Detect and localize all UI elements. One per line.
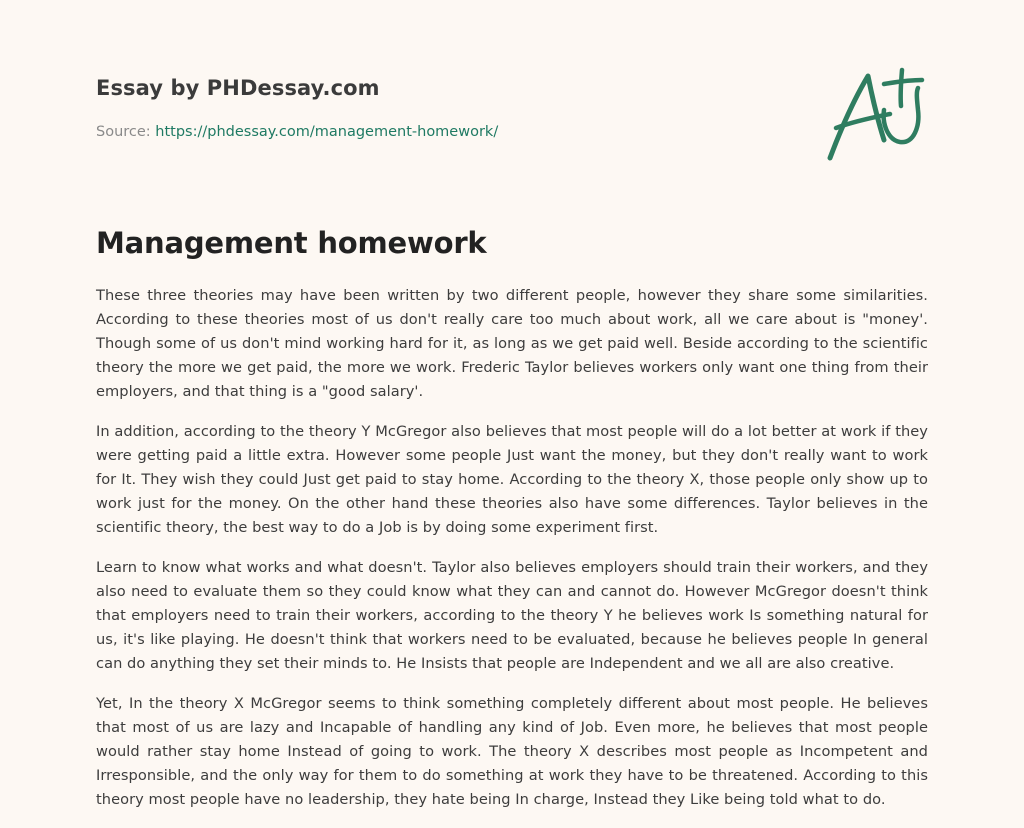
article-body [96, 284, 928, 828]
paragraph: Yet, In the theory X McGregor seems to think something completely different about most people. He believes that most of us are lazy and Incapable of handling any kind of Job. Even more, he believes that most people would rather stay home Instead of going to work. The theory X describes most people as Incompetent and Irresponsible, and the only way for them to do something at work they have to be threatened. According to this theory most people have no leadership, they hate being In charge, Instead they Like being told what to do. [96, 695, 928, 808]
paragraph: These three theories may have been written by two different people, however they share some similarities. According to these theories most of us don't really care too much about work, all we care about is "money'. Though some of us don't mind working hard for it, as long as we get paid well. Beside according to the scientific theory the more we get paid, the more we work. Frederic Taylor believes workers only want one thing from their employers, and that thing is a "good salary'. [96, 287, 928, 400]
paragraph: In addition, according to the theory Y McGregor also believes that most people will do a lot better at work if they were getting paid a little extra. However some people Just want the money, but they don't really want to work for It. They wish they could Just get paid to stay home. According to the theory X, those people only show up to work just for the money. On the other hand these theories also have some differences. Taylor believes in the scientific theory, the best way to do a Job is by doing some experiment first. [96, 423, 928, 536]
a-plus-logo-icon [822, 66, 928, 164]
source-line [96, 124, 498, 140]
paragraph: Learn to know what works and what doesn't. Taylor also believes employers should train their workers, and they also need to evaluate them so they could know what they can and cannot do. However McGregor doesn't think that employers need to train their workers, according to the theory Y he believes work Is something natural for us, it's like playing. He doesn't think that workers need to be evaluated, because he believes people In general can do anything they set their minds to. He Insists that people are Independent and we all are also creative. [96, 559, 928, 672]
source-label: Source: [96, 124, 151, 140]
site-brand: Essay by PHDessay.com [96, 76, 380, 100]
page-title: Management homework [96, 226, 487, 260]
source-link[interactable]: https://phdessay.com/management-homework/ [155, 124, 499, 140]
